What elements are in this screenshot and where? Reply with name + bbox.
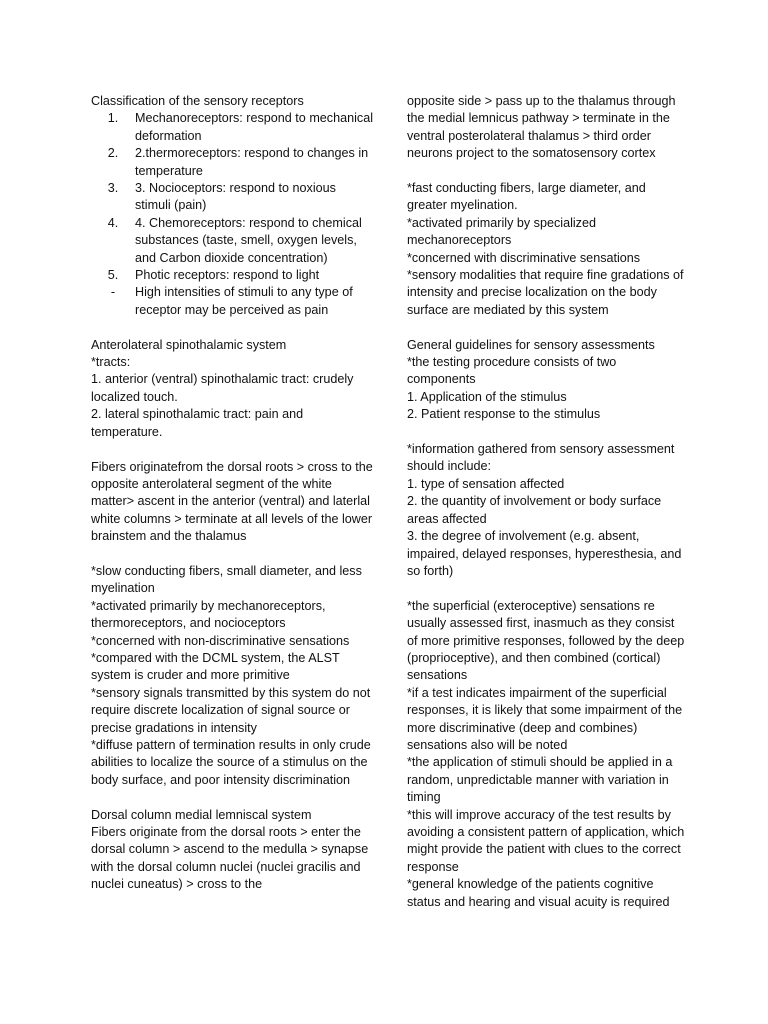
assessment-bullet: *this will improve accuracy of the test results by avoiding a consistent pattern of application, which might provide the patient with clues to the correct response <box>407 807 685 874</box>
list-marker: 5. <box>107 268 119 283</box>
list-item-text: Mechanoreceptors: respond to mechanical deformation <box>135 111 374 143</box>
alst-bullet: *concerned with non-discriminative sensations <box>91 633 350 648</box>
info-intro: *information gathered from sensory assessment should include: <box>407 442 675 474</box>
dcml-bullet: *sensory modalities that require fine gradations of intensity and precise localization on the body surface are mediated by this system <box>407 268 684 317</box>
list-item <box>91 215 374 267</box>
right-column <box>407 93 687 911</box>
alst-bullet: *diffuse pattern of termination results in only crude abilities to localize the source of a stimulus on the body surface, and poor intensity discrimination <box>91 737 371 787</box>
list-item-text: High intensities of stimuli to any type of receptor may be perceived as pain <box>135 285 353 317</box>
list-item-text: 2.thermoreceptors: respond to changes in temperature <box>135 146 369 178</box>
list-item-text: 3. Nocioceptors: respond to noxious stimuli (pain) <box>135 181 336 213</box>
info-item: 1. type of sensation affected <box>407 476 565 491</box>
alst-bullet: *sensory signals transmitted by this system do not require discrete localization of signal source or precise gradations in intensity <box>91 685 371 735</box>
assessment-bullet: *the superficial (exteroceptive) sensations re usually assessed first, inasmuch as they consist of more primitive responses, followed by the deep (proprioceptive), and then combined (cortical) sensations <box>407 598 685 683</box>
list-item <box>91 284 374 319</box>
alst-title: Anterolateral spinothalamic system <box>91 337 287 352</box>
list-marker: 4. <box>107 215 119 230</box>
tracts-label: *tracts: <box>91 355 131 370</box>
testing-procedure: *the testing procedure consists of two components <box>407 355 617 387</box>
list-item <box>91 145 374 180</box>
receptors-heading: Classification of the sensory receptors <box>91 94 304 108</box>
list-item-text: Photic receptors: respond to light <box>135 268 320 283</box>
dcml-bullet: *concerned with discriminative sensations <box>407 250 641 265</box>
list-item <box>91 110 374 145</box>
assessment-bullet: *general knowledge of the patients cognitive status and hearing and visual acuity is required <box>407 877 670 909</box>
list-item <box>91 267 374 284</box>
list-marker: 3. <box>107 181 119 196</box>
alst-bullet: *activated primarily by mechanoreceptors, thermoreceptors, and nocioceptors <box>91 598 326 631</box>
dcml-title: Dorsal column medial lemniscal system <box>91 807 312 822</box>
list-item-text: 4. Chemoreceptors: respond to chemical substances (taste, smell, oxygen levels, and Carbon dioxide concentration) <box>135 215 362 265</box>
alst-bullet: *slow conducting fibers, small diameter, and less myelination <box>91 563 362 596</box>
list-marker: - <box>110 285 116 300</box>
dcml-paragraph: Fibers originate from the dorsal roots > enter the dorsal column > ascend to the medulla > synapse with the dorsal column nuclei (nuclei gracilis and nuclei cuneatus) > cross to the <box>91 825 369 892</box>
info-item: 2. the quantity of involvement or body surface areas affected <box>407 494 662 526</box>
procedure-step: 1. Application of the stimulus <box>407 389 567 404</box>
left-column <box>91 93 374 894</box>
tract-lateral: 2. lateral spinothalamic tract: pain and temperature. <box>91 407 304 439</box>
assessment-bullet: *the application of stimuli should be applied in a random, unpredictable manner with variation in timing <box>407 755 673 805</box>
receptor-list <box>91 110 374 319</box>
list-marker: 1. <box>107 111 119 126</box>
procedure-step: 2. Patient response to the stimulus <box>407 407 601 422</box>
guidelines-title: General guidelines for sensory assessments <box>407 337 655 352</box>
tract-anterior: 1. anterior (ventral) spinothalamic tract: crudely localized touch. <box>91 372 354 404</box>
list-marker: 2. <box>107 146 119 161</box>
dcml-bullet: *activated primarily by specialized mechanoreceptors <box>407 215 596 248</box>
dcml-continuation: opposite side > pass up to the thalamus through the medial lemnicus pathway > terminate in the ventral posterolateral thalamus > third order neurons project to the somatosensory cortex <box>407 94 676 161</box>
info-item: 3. the degree of involvement (e.g. absent, impaired, delayed responses, hyperesthesia, and so forth) <box>407 529 682 578</box>
alst-fibers-paragraph: Fibers originatefrom the dorsal roots > cross to the opposite anterolateral segment of the white matter> ascent in the anterior (ventral) and laterlal white columns > terminate at all levels of the lower brainstem and the thalamus <box>91 459 373 544</box>
alst-bullet: *compared with the DCML system, the ALST system is cruder and more primitive <box>91 650 340 683</box>
list-item <box>91 180 374 215</box>
dcml-bullet: *fast conducting fibers, large diameter, and greater myelination. <box>407 181 646 213</box>
assessment-bullet: *if a test indicates impairment of the superficial responses, it is likely that some impairment of the more discriminative (deep and combines) sensations also will be noted <box>407 685 683 752</box>
